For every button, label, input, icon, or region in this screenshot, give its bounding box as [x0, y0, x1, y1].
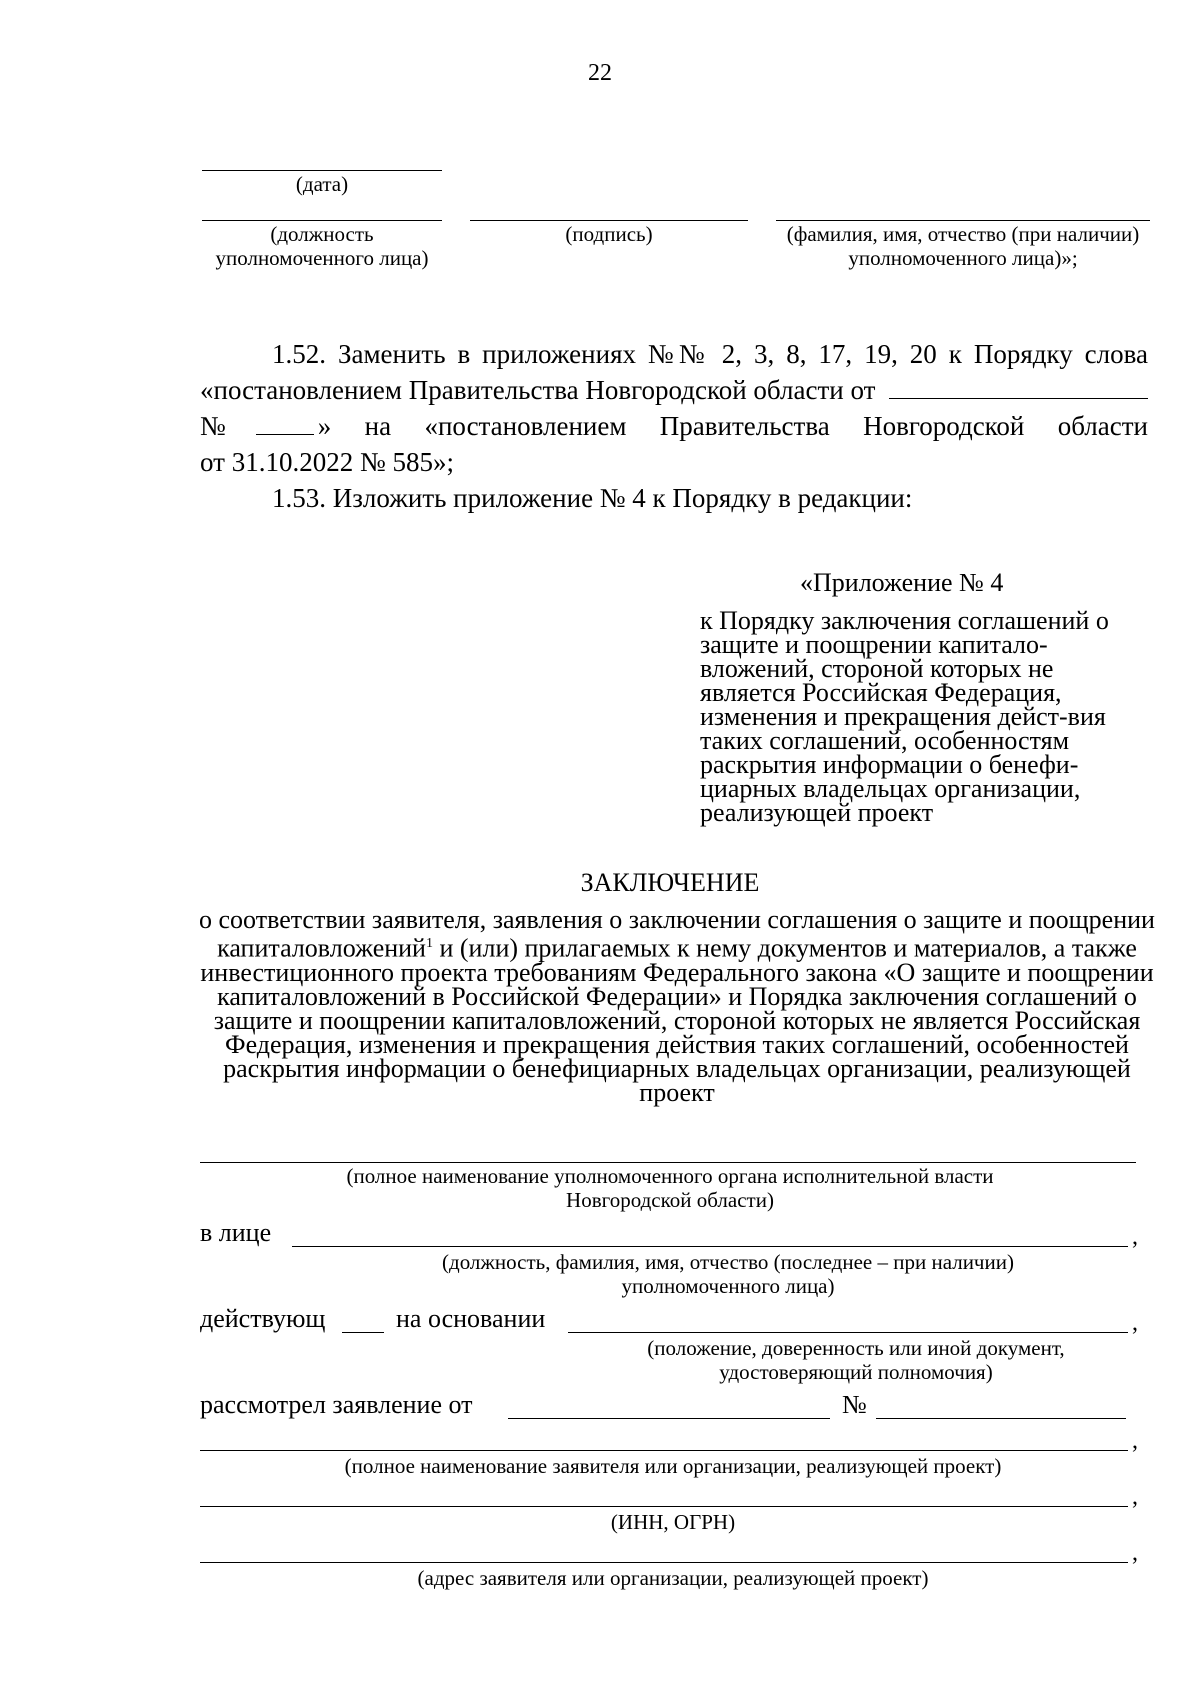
resolution-date-blank: [889, 374, 1148, 399]
authority-caption: (полное наименование уполномоченного органа исполнительной власти Новгородской области): [346, 1164, 994, 1212]
acting-label: действующ: [200, 1304, 326, 1333]
in-person-label: в лице: [200, 1218, 272, 1247]
address-comma: ,: [1132, 1540, 1138, 1566]
number-label: №: [842, 1390, 867, 1419]
inn-line: [200, 1506, 1128, 1507]
applicant-comma: ,: [1132, 1428, 1138, 1454]
name-caption: (фамилия, имя, отчество (при наличии) уполномоченного лица)»;: [786, 222, 1140, 270]
applicant-caption: (полное наименование заявителя или организации, реализующей проект): [344, 1454, 1002, 1478]
paragraph-1-52-line-3: № » на «постановлением Правительства Новгородской области: [200, 411, 1148, 441]
reviewed-label: рассмотрел заявление от: [200, 1390, 473, 1419]
paragraph-1-53: 1.53. Изложить приложение № 4 к Порядку в редакции:: [272, 483, 913, 513]
position-line: [202, 220, 442, 221]
address-caption: (адрес заявителя или организации, реализующей проект): [417, 1566, 929, 1590]
appendix-text: к Порядку заключения соглашений о защите и поощрении капитало-вложений, стороной которых не является Российская Федерация, изменения и прекращения дейст-вия таких соглашений, особенностям раскрытия информации о бенефи-циарных владельцах организации, реализующей проект: [700, 606, 1109, 827]
address-line: [200, 1562, 1128, 1563]
footnote-mark[interactable]: 1: [425, 936, 433, 951]
resolution-number-blank: [256, 410, 314, 435]
appendix-heading: «Приложение № 4: [800, 568, 1004, 597]
in-person-line: [292, 1246, 1128, 1247]
acting-ending-blank: [342, 1332, 384, 1333]
basis-caption: (положение, доверенность или иной документ, удостоверяющий полномочия): [647, 1336, 1065, 1384]
applicant-line: [200, 1450, 1128, 1451]
application-date-line: [508, 1418, 830, 1419]
conclusion-title: ЗАКЛЮЧЕНИЕ: [580, 868, 760, 897]
page-number: 22: [588, 60, 612, 86]
date-line: [202, 170, 442, 171]
date-caption: (дата): [295, 172, 349, 196]
signature-line: [470, 220, 748, 221]
basis-line: [568, 1332, 1128, 1333]
in-person-comma: ,: [1132, 1224, 1138, 1250]
position-caption: (должность уполномоченного лица): [215, 222, 429, 270]
in-person-caption: (должность, фамилия, имя, отчество (последнее – при наличии) уполномоченного лица): [442, 1250, 1014, 1298]
inn-caption: (ИНН, ОГРН): [610, 1510, 736, 1534]
authority-line: [200, 1162, 1136, 1163]
signature-caption: (подпись): [565, 222, 653, 246]
conclusion-subtitle: о соответствии заявителя, заявления о заключении соглашения о защите и поощрении капиталовложений$^1$ и (или) прилагаемых к нему документов и материалов, а также инвестиционного проекта требованиям Федерального закона «О защите и поощрении капиталовложений в Российской Федерации» и Порядка заключения соглашений о защите и поощрении капиталовложений, стороной которых не является Российская Федерация, изменения и прекращения действия таких соглашений, особенностей раскрытия информации о бенефициарных владельцах организации, реализующей проект: [199, 905, 1155, 1107]
basis-comma: ,: [1132, 1310, 1138, 1336]
application-number-line: [876, 1418, 1126, 1419]
paragraph-1-52-line-1: 1.52. Заменить в приложениях №№ 2, 3, 8, 17, 19, 20 к Порядку слова: [272, 339, 1148, 369]
paragraph-1-52-line-4: от 31.10.2022 № 585»;: [200, 447, 454, 477]
name-line: [776, 220, 1150, 221]
inn-comma: ,: [1132, 1484, 1138, 1510]
paragraph-1-52-line-2: «постановлением Правительства Новгородской области от: [200, 372, 1148, 408]
basis-label: на основании: [396, 1304, 546, 1333]
